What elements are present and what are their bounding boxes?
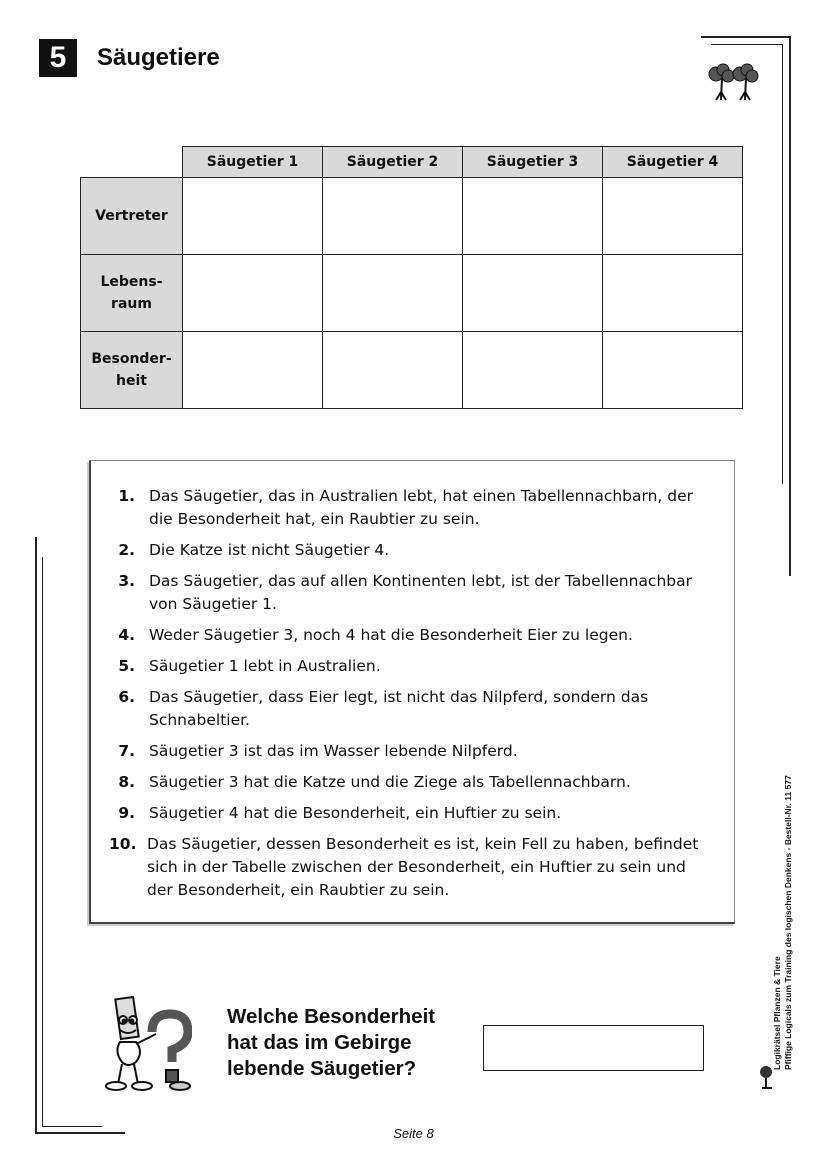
trees-icon	[706, 62, 760, 102]
answer-cell[interactable]	[183, 255, 323, 332]
pencil-mascot-question-icon	[100, 992, 192, 1094]
answer-cell[interactable]	[323, 332, 463, 409]
clue-number: 2.	[118, 541, 135, 559]
clue-number: 10.	[109, 835, 137, 853]
row-header-label: Vertreter	[95, 208, 168, 224]
row-header	[81, 332, 183, 409]
list-item	[109, 485, 709, 531]
book-subtitle: Pfiffige Logicals zum Training des logischen Denkens - Bestell-Nr. 11 577	[783, 775, 793, 1070]
list-item	[109, 771, 709, 794]
list-item	[109, 570, 709, 616]
list-item	[109, 802, 709, 825]
clue-text: Weder Säugetier 3, noch 4 hat die Besonderheit Eier zu legen.	[149, 626, 633, 644]
clue-number: 1.	[118, 487, 135, 505]
publisher-info	[772, 775, 794, 1070]
column-header: Säugetier 4	[603, 147, 743, 178]
answer-cell[interactable]	[183, 178, 323, 255]
answer-cell[interactable]	[603, 178, 743, 255]
table-row	[81, 332, 743, 409]
page-number: Seite 8	[393, 1126, 434, 1141]
answer-cell[interactable]	[323, 178, 463, 255]
clue-number: 3.	[118, 572, 135, 590]
list-item	[109, 539, 709, 562]
answer-cell[interactable]	[603, 255, 743, 332]
answer-cell[interactable]	[183, 332, 323, 409]
clue-text: Das Säugetier, dessen Besonderheit es ist, kein Fell zu haben, befindet sich in der Tabelle zwischen der Besonderheit, ein Huftier zu sein und der Besonderheit, ein Raubtier zu sein.	[147, 835, 699, 899]
book-title: Logikrätsel Pflanzen & Tiere	[772, 956, 782, 1070]
clue-list	[109, 485, 709, 910]
logic-grid-table	[80, 146, 743, 409]
clue-number: 4.	[118, 626, 135, 644]
clue-number: 5.	[118, 657, 135, 675]
column-header: Säugetier 2	[323, 147, 463, 178]
table-row	[81, 178, 743, 255]
column-header: Säugetier 3	[463, 147, 603, 178]
row-header-label: Besonder-	[91, 351, 172, 367]
row-header	[81, 255, 183, 332]
clue-number: 6.	[118, 688, 135, 706]
exercise-number: 5	[39, 39, 77, 77]
clue-text: Säugetier 1 lebt in Australien.	[149, 657, 381, 675]
corner-cell	[81, 147, 183, 178]
frame-line	[782, 44, 783, 484]
clue-text: Das Säugetier, dass Eier legt, ist nicht das Nilpferd, sondern das Schnabeltier.	[149, 688, 649, 729]
list-item	[109, 833, 709, 902]
answer-cell[interactable]	[323, 255, 463, 332]
clue-text: Das Säugetier, das auf allen Kontinenten lebt, ist der Tabellennachbar von Säugetier 1.	[149, 572, 692, 613]
row-header	[81, 178, 183, 255]
final-question: Welche Besonderheit hat das im Gebirge lebende Säugetier?	[227, 1005, 436, 1080]
clue-text: Säugetier 4 hat die Besonderheit, ein Huftier zu sein.	[149, 804, 562, 822]
table-header-row	[81, 147, 743, 178]
list-item	[109, 624, 709, 647]
frame-line	[711, 44, 783, 45]
row-header-label: heit	[116, 373, 147, 389]
answer-cell[interactable]	[603, 332, 743, 409]
publisher-logo-icon	[758, 1064, 780, 1090]
frame-line	[789, 36, 791, 576]
clue-number: 8.	[118, 773, 135, 791]
clue-text: Säugetier 3 hat die Katze und die Ziege als Tabellennachbarn.	[149, 773, 631, 791]
clue-number: 9.	[118, 804, 135, 822]
clue-number: 7.	[118, 742, 135, 760]
list-item	[109, 686, 709, 732]
frame-line	[42, 557, 43, 1127]
answer-cell[interactable]	[463, 255, 603, 332]
row-header-label: Lebens-	[100, 274, 163, 290]
list-item	[109, 740, 709, 763]
answer-cell[interactable]	[463, 178, 603, 255]
answer-field[interactable]	[483, 1025, 704, 1071]
answer-cell[interactable]	[463, 332, 603, 409]
table-row	[81, 255, 743, 332]
frame-line	[35, 537, 37, 1134]
column-header: Säugetier 1	[183, 147, 323, 178]
clue-text: Säugetier 3 ist das im Wasser lebende Nilpferd.	[149, 742, 518, 760]
clue-text: Das Säugetier, das in Australien lebt, hat einen Tabellennachbarn, der die Besonderheit hat, ein Raubtier zu sein.	[149, 487, 694, 528]
list-item	[109, 655, 709, 678]
frame-line	[701, 36, 791, 38]
page-title: Säugetiere	[97, 44, 220, 71]
clues-box	[89, 460, 735, 924]
row-header-label: raum	[111, 296, 152, 312]
clue-text: Die Katze ist nicht Säugetier 4.	[149, 541, 390, 559]
